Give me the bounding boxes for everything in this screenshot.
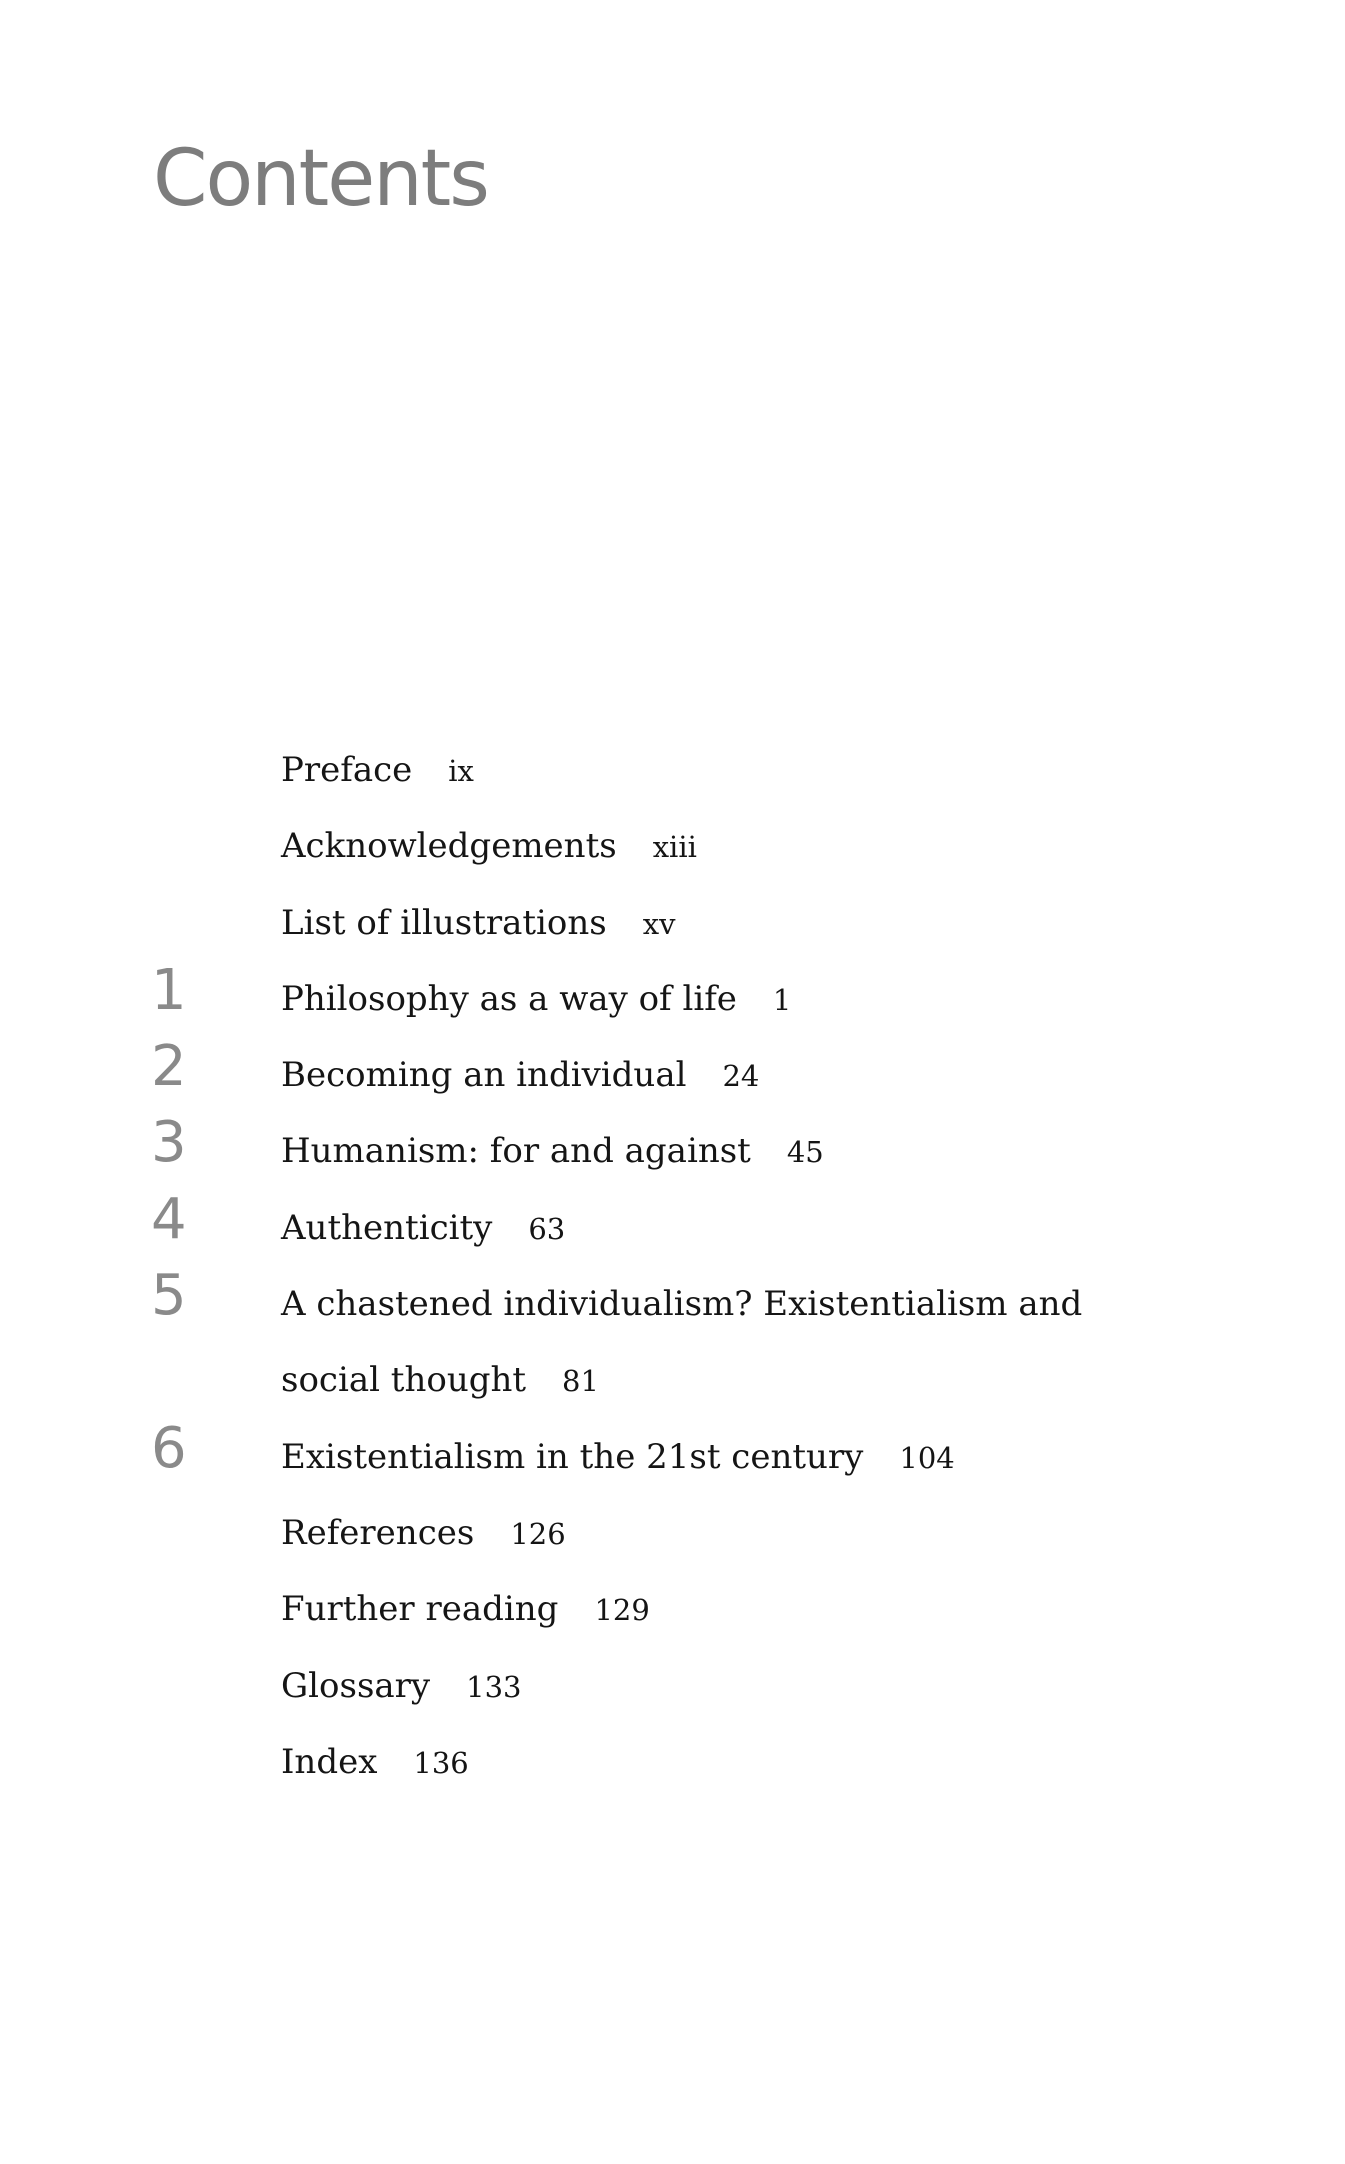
chapter-number: 6 [151, 1415, 187, 1481]
chapter-number: 5 [151, 1263, 187, 1329]
chapter-number: 1 [151, 957, 187, 1023]
entry-page-number: 104 [899, 1440, 955, 1475]
entry-line [281, 1436, 955, 1477]
entry-page-number: ix [448, 754, 474, 788]
entry-page-number: 45 [786, 1135, 824, 1170]
toc-entry-chapter-5-continued [0, 1362, 1345, 1438]
entry-title: Becoming an individual [281, 1055, 687, 1096]
entry-line [281, 1665, 522, 1706]
entry-title: Philosophy as a way of life [281, 978, 737, 1019]
entry-title: Preface [281, 750, 413, 790]
entry-title: Glossary [281, 1665, 431, 1706]
chapter-number: 4 [151, 1186, 187, 1252]
toc-entry-chapter-3 [0, 1110, 1345, 1209]
toc-entry-chapter-6 [0, 1415, 1345, 1515]
entry-title: List of illustrations [281, 902, 607, 943]
entry-page-number: 126 [510, 1516, 566, 1551]
toc-entry-acknowledgements [0, 828, 1345, 904]
toc-entry-chapter-5 [0, 1263, 1345, 1362]
toc-entry-references [0, 1512, 1345, 1591]
entry-page-number: xiii [652, 830, 697, 865]
entry-line [281, 1741, 469, 1782]
entry-page-number: 136 [413, 1745, 469, 1780]
toc-entry-chapter-4 [0, 1186, 1345, 1286]
entry-title: Further reading [281, 1589, 559, 1630]
entry-page-number: 81 [562, 1364, 599, 1399]
entry-page-number: 63 [528, 1211, 566, 1246]
entry-page-number: 133 [466, 1669, 522, 1704]
page-title: Contents [153, 134, 488, 224]
toc-entry-further-reading [0, 1591, 1345, 1667]
entry-line [281, 1591, 650, 1628]
entry-title: Acknowledgements [281, 826, 617, 867]
entry-line [281, 1512, 566, 1553]
entry-line [281, 828, 697, 865]
entry-page-number: 129 [594, 1593, 650, 1628]
entry-page-number: 24 [722, 1059, 760, 1094]
toc-entry-chapter-1 [0, 957, 1345, 1057]
toc-entry-index [0, 1741, 1345, 1820]
entry-title: References [281, 1512, 475, 1553]
entry-line [281, 978, 792, 1019]
toc-entry-chapter-2 [0, 1034, 1345, 1133]
entry-line [281, 1057, 759, 1094]
entry-line [281, 1362, 599, 1399]
entry-title: Humanism: for and against [281, 1131, 751, 1172]
toc-entry-glossary [0, 1665, 1345, 1744]
entry-line [281, 1286, 1082, 1323]
chapter-number: 2 [151, 1034, 187, 1100]
entry-title: Index [281, 1741, 378, 1782]
entry-page-number: 1 [772, 982, 792, 1017]
toc-entry-preface [0, 752, 1345, 828]
entry-title: social thought [281, 1360, 527, 1401]
entry-line [281, 902, 676, 943]
table-of-contents [0, 752, 1345, 1820]
entry-line [281, 752, 474, 789]
toc-entry-illustrations [0, 902, 1345, 981]
entry-title: A chastened individualism? Existentialism and [281, 1284, 1083, 1325]
chapter-number: 3 [151, 1110, 187, 1176]
entry-line [281, 1207, 566, 1248]
entry-page-number: xv [642, 906, 676, 941]
entry-line [281, 1133, 824, 1170]
entry-title: Authenticity [281, 1207, 493, 1248]
entry-title: Existentialism in the 21st century [281, 1436, 864, 1477]
